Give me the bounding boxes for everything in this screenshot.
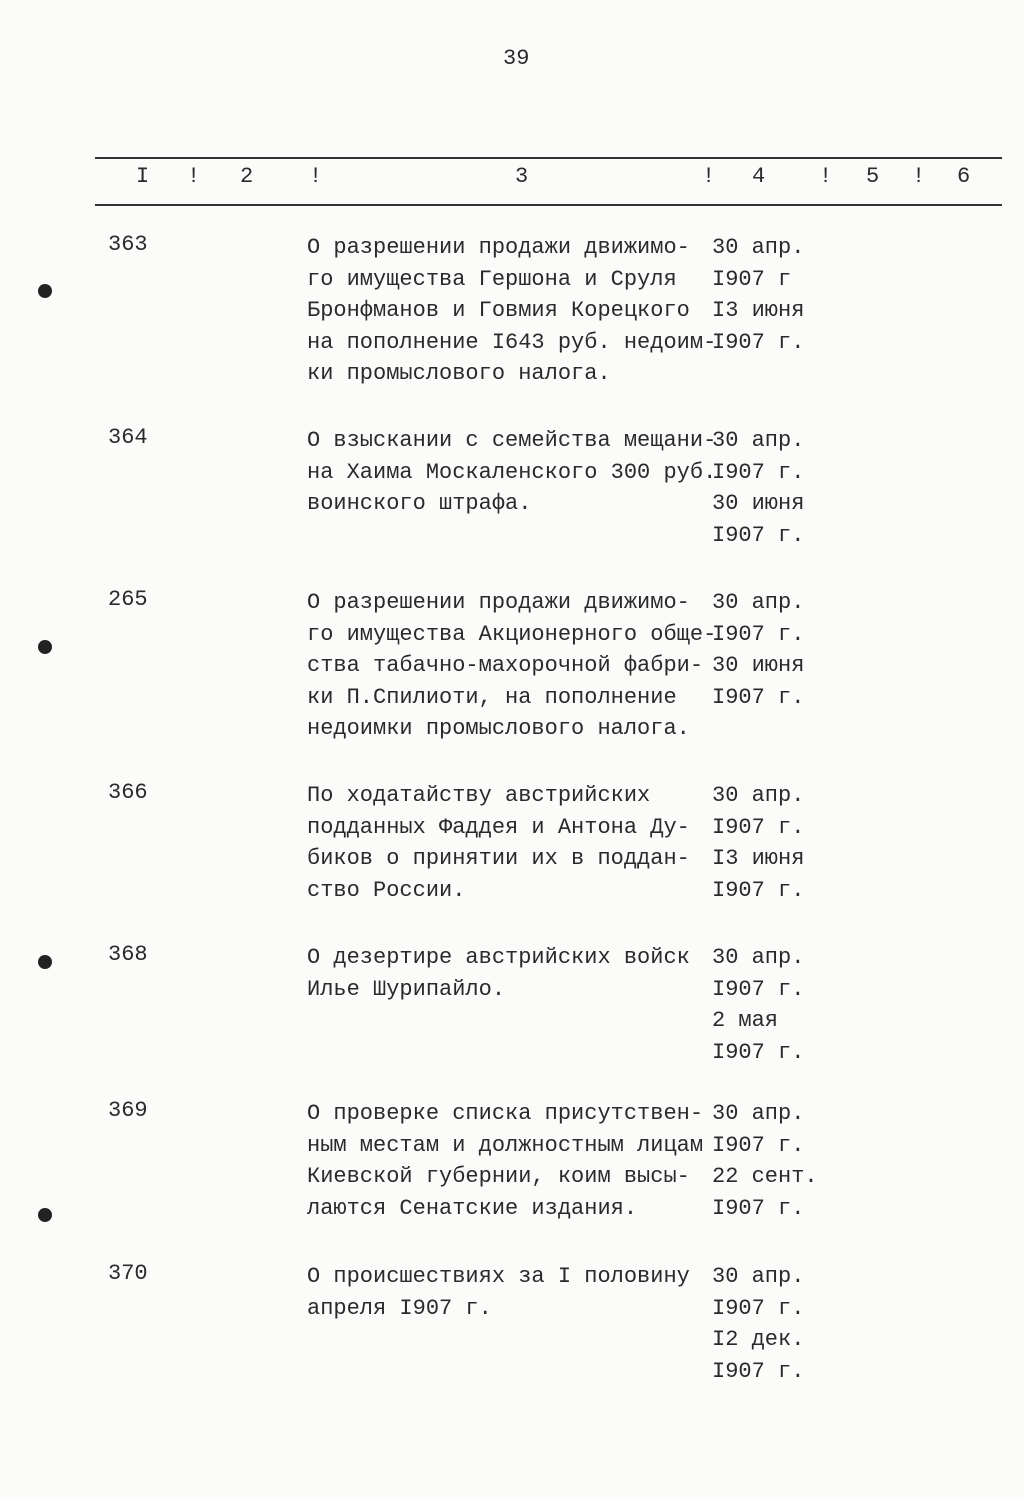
column-header: 2 (240, 164, 254, 189)
date-line: I907 г. (712, 814, 805, 840)
entry-dates (712, 780, 804, 906)
date-line: 30 апр. (712, 590, 805, 615)
entry-title (307, 780, 690, 906)
date-line: I907 г. (712, 1195, 805, 1221)
entry-dates (712, 942, 804, 1068)
entry-number: 369 (108, 1098, 148, 1123)
title-line: ства табачно-махорочной фабри- (307, 653, 704, 678)
column-separator: ! (702, 164, 716, 189)
date-line: 2 мая (712, 1008, 779, 1033)
date-line: I907 г. (712, 877, 805, 903)
punch-hole (38, 640, 52, 654)
title-line: апреля I907 г. (307, 1295, 492, 1321)
title-line: О взыскании с семейства мещани- (307, 428, 717, 453)
title-line: лаются Сенатские издания. (307, 1195, 638, 1221)
title-line: на Хаима Москаленского 300 руб. (307, 459, 717, 485)
entry-dates (712, 232, 804, 358)
column-separator: ! (912, 164, 926, 189)
entry-title (307, 232, 716, 390)
title-line: ство России. (307, 877, 466, 903)
date-line: I3 июня (712, 846, 805, 871)
title-line: недоимки промыслового налога. (307, 716, 690, 741)
title-line: ки П.Спилиоти, на пополнение (307, 684, 677, 710)
date-line: I907 г. (712, 1039, 805, 1065)
punch-hole (38, 955, 52, 969)
entry-number: 366 (108, 780, 148, 805)
date-line: I907 г. (712, 684, 805, 710)
title-line: го имущества Акционерного обще- (307, 621, 717, 647)
entry-dates (712, 425, 804, 551)
entry-title (307, 942, 690, 1005)
title-line: О разрешении продажи движимо- (307, 590, 690, 615)
title-line: По ходатайству австрийских (307, 783, 651, 808)
date-line: 30 апр. (712, 428, 805, 453)
date-line: 30 апр. (712, 783, 805, 808)
date-line: I907 г. (712, 621, 805, 647)
title-line: О происшествиях за I половину (307, 1264, 690, 1289)
column-separator: ! (309, 164, 323, 189)
entry-title (307, 587, 716, 745)
title-line: ным местам и должностным лицам (307, 1132, 704, 1158)
entry-dates (712, 1261, 804, 1387)
entry-dates (712, 1098, 818, 1224)
entry-number: 265 (108, 587, 148, 612)
date-line: I3 июня (712, 298, 805, 323)
entry-number: 363 (108, 232, 148, 257)
entry-number: 370 (108, 1261, 148, 1286)
column-header: 6 (957, 164, 971, 189)
date-line: I907 г. (712, 1132, 805, 1158)
date-line: 30 апр. (712, 1264, 805, 1289)
entry-dates (712, 587, 804, 713)
title-line: О проверке списка присутствен- (307, 1101, 704, 1126)
date-line: I907 г. (712, 976, 805, 1002)
date-line: I907 г. (712, 1295, 805, 1321)
header-top-rule (95, 157, 1002, 159)
date-line: I907 г. (712, 329, 805, 355)
title-line: Бронфманов и Говмия Корецкого (307, 298, 690, 323)
date-line: I907 г. (712, 459, 805, 485)
date-line: I907 г. (712, 522, 805, 548)
title-line: го имущества Гершона и Сруля (307, 266, 677, 292)
date-line: 30 июня (712, 491, 805, 516)
title-line: воинского штрафа. (307, 491, 532, 516)
date-line: I907 г. (712, 1358, 805, 1384)
date-line: I2 дек. (712, 1327, 805, 1352)
title-line: на пополнение I643 руб. недоим- (307, 329, 717, 355)
date-line: 30 апр. (712, 1101, 805, 1126)
entry-number: 368 (108, 942, 148, 967)
title-line: Илье Шурипайло. (307, 976, 506, 1002)
entry-title (307, 1098, 703, 1224)
date-line: 30 апр. (712, 235, 805, 260)
date-line: 30 апр. (712, 945, 805, 970)
entry-title (307, 425, 716, 520)
title-line: О разрешении продажи движимо- (307, 235, 690, 260)
page-number: 39 (503, 46, 530, 71)
title-line: подданных Фаддея и Антона Ду- (307, 814, 690, 840)
column-header: 3 (515, 164, 529, 189)
header-bottom-rule (95, 204, 1002, 206)
entry-title (307, 1261, 690, 1324)
date-line: I907 г (712, 266, 792, 292)
column-separator: ! (819, 164, 833, 189)
entry-number: 364 (108, 425, 148, 450)
punch-hole (38, 284, 52, 298)
date-line: 22 сент. (712, 1164, 818, 1189)
title-line: О дезертире австрийских войск (307, 945, 690, 970)
title-line: Киевской губернии, коим высы- (307, 1164, 690, 1189)
punch-hole (38, 1208, 52, 1222)
date-line: 30 июня (712, 653, 805, 678)
column-header: 4 (752, 164, 766, 189)
column-header: I (136, 164, 150, 189)
column-separator: ! (187, 164, 201, 189)
column-header: 5 (866, 164, 880, 189)
title-line: ки промыслового налога. (307, 361, 611, 386)
title-line: биков о принятии их в поддан- (307, 846, 690, 871)
